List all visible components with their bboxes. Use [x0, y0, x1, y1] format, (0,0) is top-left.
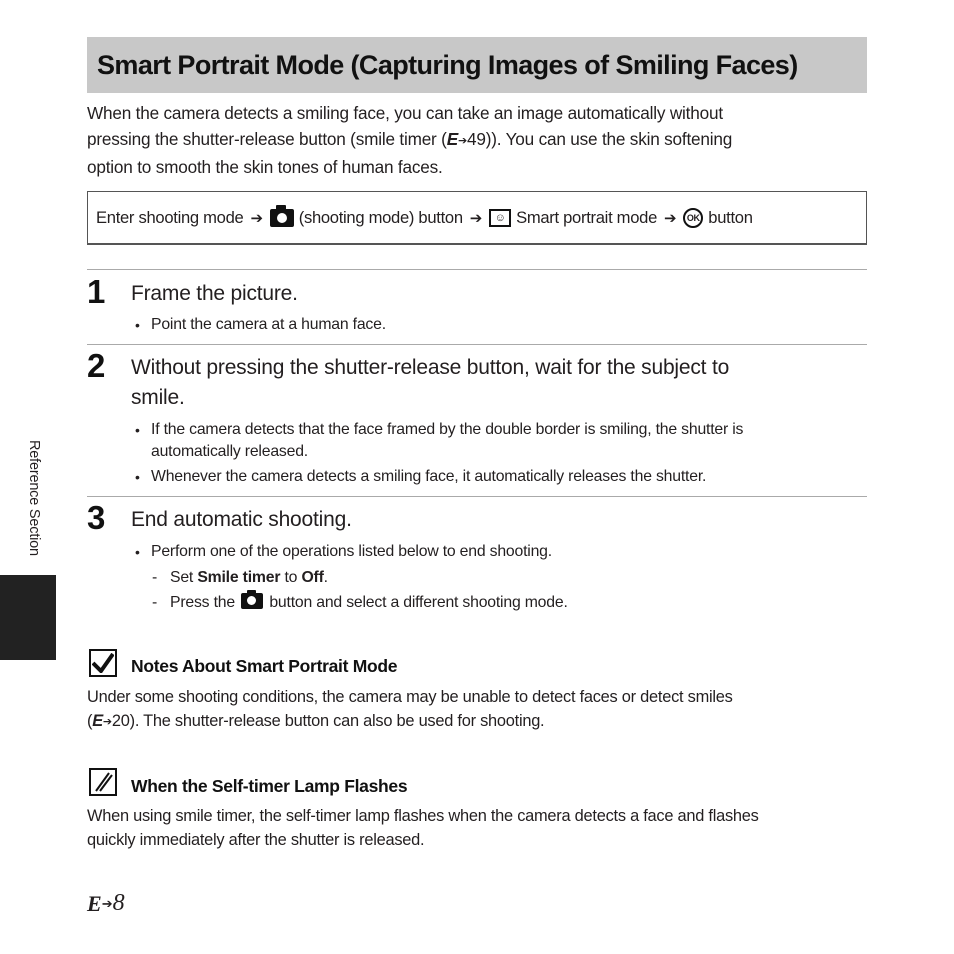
sub-text: Set — [170, 569, 198, 586]
sub-list-item — [150, 565, 568, 590]
step-title — [131, 353, 861, 413]
reference-e-icon: E — [446, 129, 458, 149]
divider — [87, 344, 867, 345]
smart-portrait-icon: ☺ — [489, 209, 511, 227]
sub-bullets — [150, 565, 568, 615]
sub-text: . — [323, 569, 328, 586]
reference-e-icon: E — [87, 890, 102, 916]
step-number: 1 — [87, 273, 106, 310]
list-item: • Whenever the camera detects a smiling face, it automatically releases the shutter. — [133, 466, 863, 488]
note-line-2: quickly immediately after the shutter is released. — [87, 831, 425, 849]
arrow-right-icon: ➔ — [250, 209, 263, 227]
step-number: 2 — [87, 347, 106, 384]
divider — [87, 269, 867, 270]
note-heading: Notes About Smart Portrait Mode — [131, 656, 398, 676]
camera-icon — [270, 209, 294, 227]
intro-line-1: When the camera detects a smiling face, you can take an image automatically without — [87, 103, 723, 123]
arrow-right-icon: ➔ — [469, 209, 483, 227]
step-title-line-2: smile. — [131, 386, 185, 409]
note-line-1: When using smile timer, the self-timer lamp flashes when the camera detects a face and flashes — [87, 807, 759, 825]
page-number — [87, 890, 125, 917]
sub-text: Press the — [170, 594, 235, 611]
note-text: ( — [87, 712, 93, 730]
navigation-path-box — [87, 191, 867, 245]
page-number-value: 8 — [112, 890, 125, 916]
intro-paragraph — [87, 100, 857, 180]
reference-arrow-icon: ➔ — [101, 895, 113, 911]
list-item-line-1: If the camera detects that the face framed by the double border is smiling, the shutter is — [151, 421, 744, 438]
arrow-right-icon: ➔ — [664, 209, 677, 227]
list-item-line-2: automatically released. — [151, 443, 308, 460]
pencil-icon — [89, 768, 117, 796]
reference-e-icon: E — [92, 712, 103, 730]
page-title: Smart Portrait Mode (Capturing Images of Smiling Faces) — [97, 49, 798, 80]
note-line-1: Under some shooting conditions, the camera may be unable to detect faces or detect smiles — [87, 688, 733, 706]
list-item: • Perform one of the operations listed below to end shooting. — [133, 541, 863, 563]
sub-list-item — [150, 590, 568, 615]
step-number: 3 — [87, 499, 106, 536]
page-title-bar — [87, 37, 867, 93]
path-smart-portrait: Smart portrait mode — [516, 207, 657, 227]
setting-off: Off — [301, 569, 324, 586]
checkmark-icon — [89, 649, 117, 677]
section-tab — [0, 575, 56, 660]
step-title: End automatic shooting. — [131, 508, 352, 531]
step-bullets — [133, 314, 863, 336]
list-item: • Point the camera at a human face. — [133, 314, 863, 336]
side-section-label: Reference Section — [26, 440, 42, 556]
intro-line-3: option to smooth the skin tones of human faces. — [87, 157, 443, 177]
reference-arrow-icon: ➔ — [102, 716, 112, 728]
note-body — [87, 685, 857, 734]
reference-arrow-icon: ➔ — [457, 135, 467, 147]
list-item — [133, 419, 863, 463]
note-body — [87, 804, 857, 852]
divider — [87, 496, 867, 497]
step-bullets — [133, 419, 863, 488]
step-bullets — [133, 541, 863, 563]
path-shooting-mode-button: (shooting mode) button — [298, 207, 463, 227]
sub-text: button and select a different shooting mode. — [269, 594, 568, 611]
ok-button-icon: OK — [683, 208, 703, 228]
path-enter-shooting: Enter shooting mode — [96, 207, 244, 227]
note-heading: When the Self-timer Lamp Flashes — [131, 776, 408, 796]
intro-line-2a: pressing the shutter-release button (smile timer ( — [87, 129, 447, 149]
sub-text: to — [280, 569, 302, 586]
step-title-line-1: Without pressing the shutter-release button, wait for the subject to — [131, 356, 730, 379]
menu-item-smile-timer: Smile timer — [197, 569, 281, 586]
path-button-label: button — [708, 207, 753, 227]
step-title: Frame the picture. — [131, 282, 298, 305]
intro-line-2b: 49)). You can use the skin softening — [466, 129, 733, 149]
note-text: 20). The shutter-release button can also be used for shooting. — [111, 712, 545, 730]
camera-icon — [241, 593, 263, 609]
